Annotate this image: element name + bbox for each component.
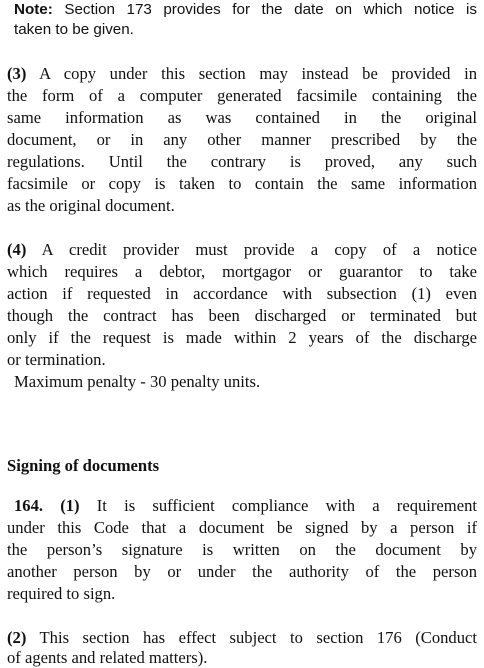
section-164-line: [14, 496, 477, 516]
section-164-2-line: [7, 648, 477, 668]
section-164-text: the person’s signature is written on the document by: [7, 540, 477, 559]
subsection-4-text: though the contract has been discharged or terminated but: [7, 306, 477, 325]
subsection-3-text: the form of a computer generated facsimile containing the: [7, 86, 477, 105]
subsection-3-text: document, or in any other manner prescribed by the: [7, 130, 477, 149]
section-164-text: required to sign.: [7, 584, 116, 603]
subsection-3-line: [7, 86, 477, 106]
subsection-4-line: [7, 306, 477, 326]
subsection-4-line: [7, 262, 477, 282]
section-heading: Signing of documents: [7, 456, 160, 475]
subsection-4-text: only if the request is made within 2 years of the discharge: [7, 328, 477, 347]
subsection-3-text: same information as was contained in the original: [7, 108, 477, 127]
subsection-3-line: [7, 130, 477, 150]
section-164-text: another person by or under the authority of the person: [7, 562, 477, 581]
subsection-4-number: (4): [7, 240, 27, 259]
subsection-3-text: regulations. Until the contrary is proved, any such: [7, 152, 477, 171]
subsection-4-line: [7, 240, 477, 260]
section-164-text: under this Code that a document be signed by a person if: [7, 518, 477, 537]
subsection-4-text: or termination.: [7, 350, 106, 369]
section-164-2-line: [7, 628, 477, 648]
note-text-1: Section 173 provides for the date on which notice is: [64, 1, 477, 18]
subsection-4-text: action if requested in accordance with subsection (1) even: [7, 284, 477, 303]
section-164-2-number: (2): [7, 628, 27, 647]
subsection-3-text: A copy under this section may instead be provided in: [39, 64, 477, 83]
penalty-text: Maximum penalty - 30 penalty units.: [14, 372, 261, 391]
section-164-sub-number: (1): [60, 496, 80, 515]
section-164-line: [7, 584, 477, 604]
note-line-1: [14, 0, 477, 20]
subsection-3-line: [7, 174, 477, 194]
subsection-3-line: [7, 152, 477, 172]
subsection-4-text: which requires a debtor, mortgagor or guarantor to take: [7, 262, 477, 281]
section-164-line: [7, 562, 477, 582]
section-164-2-text: This section has effect subject to section 176 (Conduct: [39, 628, 477, 647]
subsection-3-number: (3): [7, 64, 27, 83]
subsection-4-text: A credit provider must provide a copy of a notice: [41, 240, 477, 259]
note-label: Note:: [14, 1, 53, 18]
subsection-3-line: [7, 64, 477, 84]
note-text-2: taken to be given.: [14, 21, 134, 38]
subsection-3-line: [7, 108, 477, 128]
section-164-line: [7, 518, 477, 538]
section-164-number: 164.: [14, 496, 44, 515]
subsection-4-line: [7, 284, 477, 304]
subsection-3-text: as the original document.: [7, 196, 175, 215]
subsection-4-line: [7, 328, 477, 348]
subsection-3-text: facsimile or copy is taken to contain the same information: [7, 174, 477, 193]
note-line-2: [14, 20, 477, 40]
subsection-3-line: [7, 196, 477, 216]
section-164-line: [7, 540, 477, 560]
subsection-4-line: [7, 350, 477, 370]
section-164-2-text: of agents and related matters).: [7, 648, 208, 667]
section-164-text: It is sufficient compliance with a requirement: [96, 496, 477, 515]
